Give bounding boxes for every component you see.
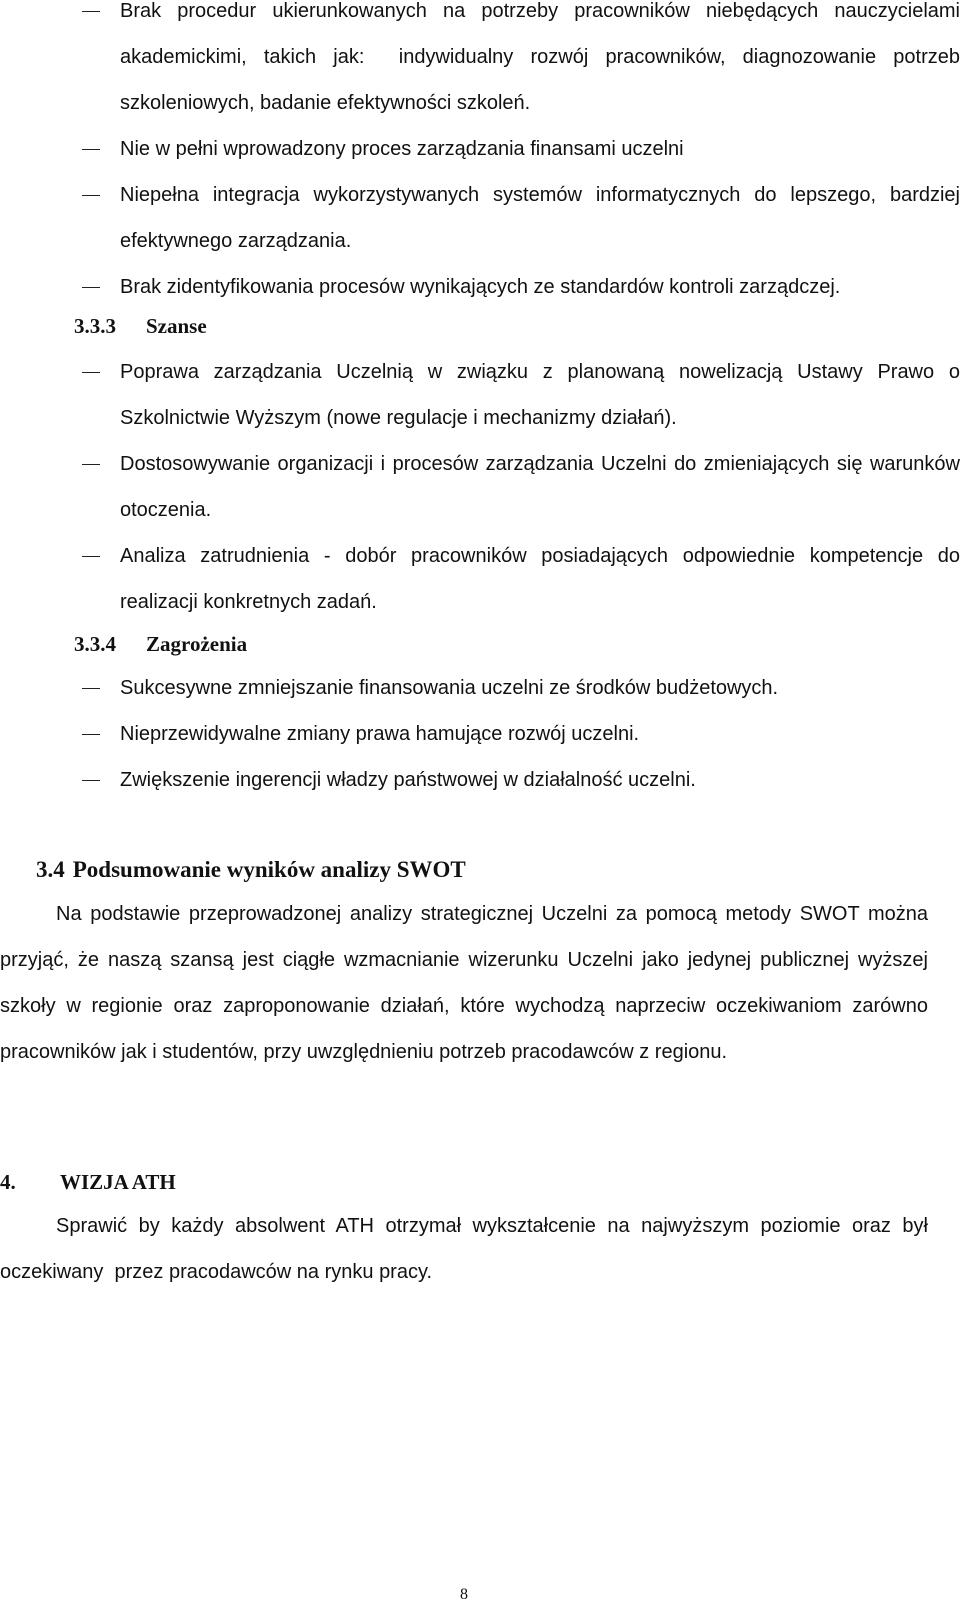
section-heading-swot-summary	[36, 857, 466, 883]
section-number: 3.3.4	[74, 632, 116, 656]
list-item	[0, 126, 960, 172]
list-item	[0, 264, 960, 310]
threats-list	[0, 665, 960, 803]
paragraph-text: Na podstawie przeprowadzonej analizy strategicznej Uczelni za pomocą metody SWOT można przyjąć, że naszą szansą jest ciągłe wzmacnianie wizerunku Uczelni jako jedynej publicznej wyższej szkoły w regionie oraz zaproponowanie działań, które wychodzą naprzeciw oczekiwaniom zarówno pracowników jak i studentów, przy uwzględnieniu potrzeb pracodawców z regionu.	[0, 903, 928, 1063]
list-item-text: Brak zidentyfikowania procesów wynikających ze standardów kontroli zarządczej.	[120, 276, 841, 298]
list-item	[0, 172, 960, 264]
chapter-title: WIZJA ATH	[60, 1170, 176, 1194]
list-item	[0, 665, 960, 711]
list-item-text: Nieprzewidywalne zmiany prawa hamujące rozwój uczelni.	[120, 723, 640, 745]
list-item	[0, 349, 960, 441]
list-item	[0, 0, 960, 126]
dash-bullet-icon	[82, 11, 100, 12]
list-item-text: Analiza zatrudnienia - dobór pracowników posiadających odpowiednie kompetencje do realizacji konkretnych zadań.	[120, 545, 960, 613]
list-item-text: Nie w pełni wprowadzony proces zarządzania finansami uczelni	[120, 138, 684, 160]
dash-bullet-icon	[82, 149, 100, 150]
section-title: Szanse	[146, 314, 207, 338]
list-item	[0, 711, 960, 757]
section-title: Zagrożenia	[146, 632, 248, 656]
list-item	[0, 441, 960, 533]
dash-bullet-icon	[82, 287, 100, 288]
list-item	[0, 533, 960, 625]
section-heading-szanse	[74, 314, 207, 339]
section-title: Podsumowanie wyników analizy SWOT	[72, 857, 466, 882]
page-number: 8	[460, 1586, 468, 1603]
paragraph-text: Sprawić by każdy absolwent ATH otrzymał wykształcenie na najwyższym poziomie oraz był oczekiwany przez pracodawców na rynku pracy.	[0, 1215, 928, 1283]
list-item-text: Poprawa zarządzania Uczelnią w związku z planowaną nowelizacją Ustawy Prawo o Szkolnictwie Wyższym (nowe regulacje i mechanizmy działań).	[120, 361, 960, 429]
swot-summary-paragraph	[0, 891, 928, 1075]
dash-bullet-icon	[82, 688, 100, 689]
section-heading-zagrozenia	[74, 632, 247, 657]
opportunities-list	[0, 349, 960, 625]
dash-bullet-icon	[82, 372, 100, 373]
dash-bullet-icon	[82, 195, 100, 196]
section-number: 3.4	[36, 857, 65, 882]
section-number: 3.3.3	[74, 314, 116, 338]
dash-bullet-icon	[82, 464, 100, 465]
dash-bullet-icon	[82, 780, 100, 781]
list-item-text: Niepełna integracja wykorzystywanych systemów informatycznych do lepszego, bardziej efektywnego zarządzania.	[120, 184, 960, 252]
list-item	[0, 757, 960, 803]
chapter-heading-wizja	[0, 1170, 176, 1195]
list-item-text: Dostosowywanie organizacji i procesów zarządzania Uczelni do zmieniających się warunków otoczenia.	[120, 453, 960, 521]
dash-bullet-icon	[82, 556, 100, 557]
dash-bullet-icon	[82, 734, 100, 735]
list-item-text: Sukcesywne zmniejszanie finansowania uczelni ze środków budżetowych.	[120, 677, 779, 699]
list-item-text: Brak procedur ukierunkowanych na potrzeby pracowników niebędących nauczycielami akademickimi, takich jak: indywidualny rozwój pracowników, diagnozowanie potrzeb szkoleniowych, badanie efektywności szkoleń.	[120, 0, 960, 114]
vision-paragraph	[0, 1203, 928, 1295]
list-item-text: Zwiększenie ingerencji władzy państwowej w działalność uczelni.	[120, 769, 696, 791]
chapter-number: 4.	[0, 1170, 16, 1194]
weaknesses-list	[0, 0, 960, 310]
